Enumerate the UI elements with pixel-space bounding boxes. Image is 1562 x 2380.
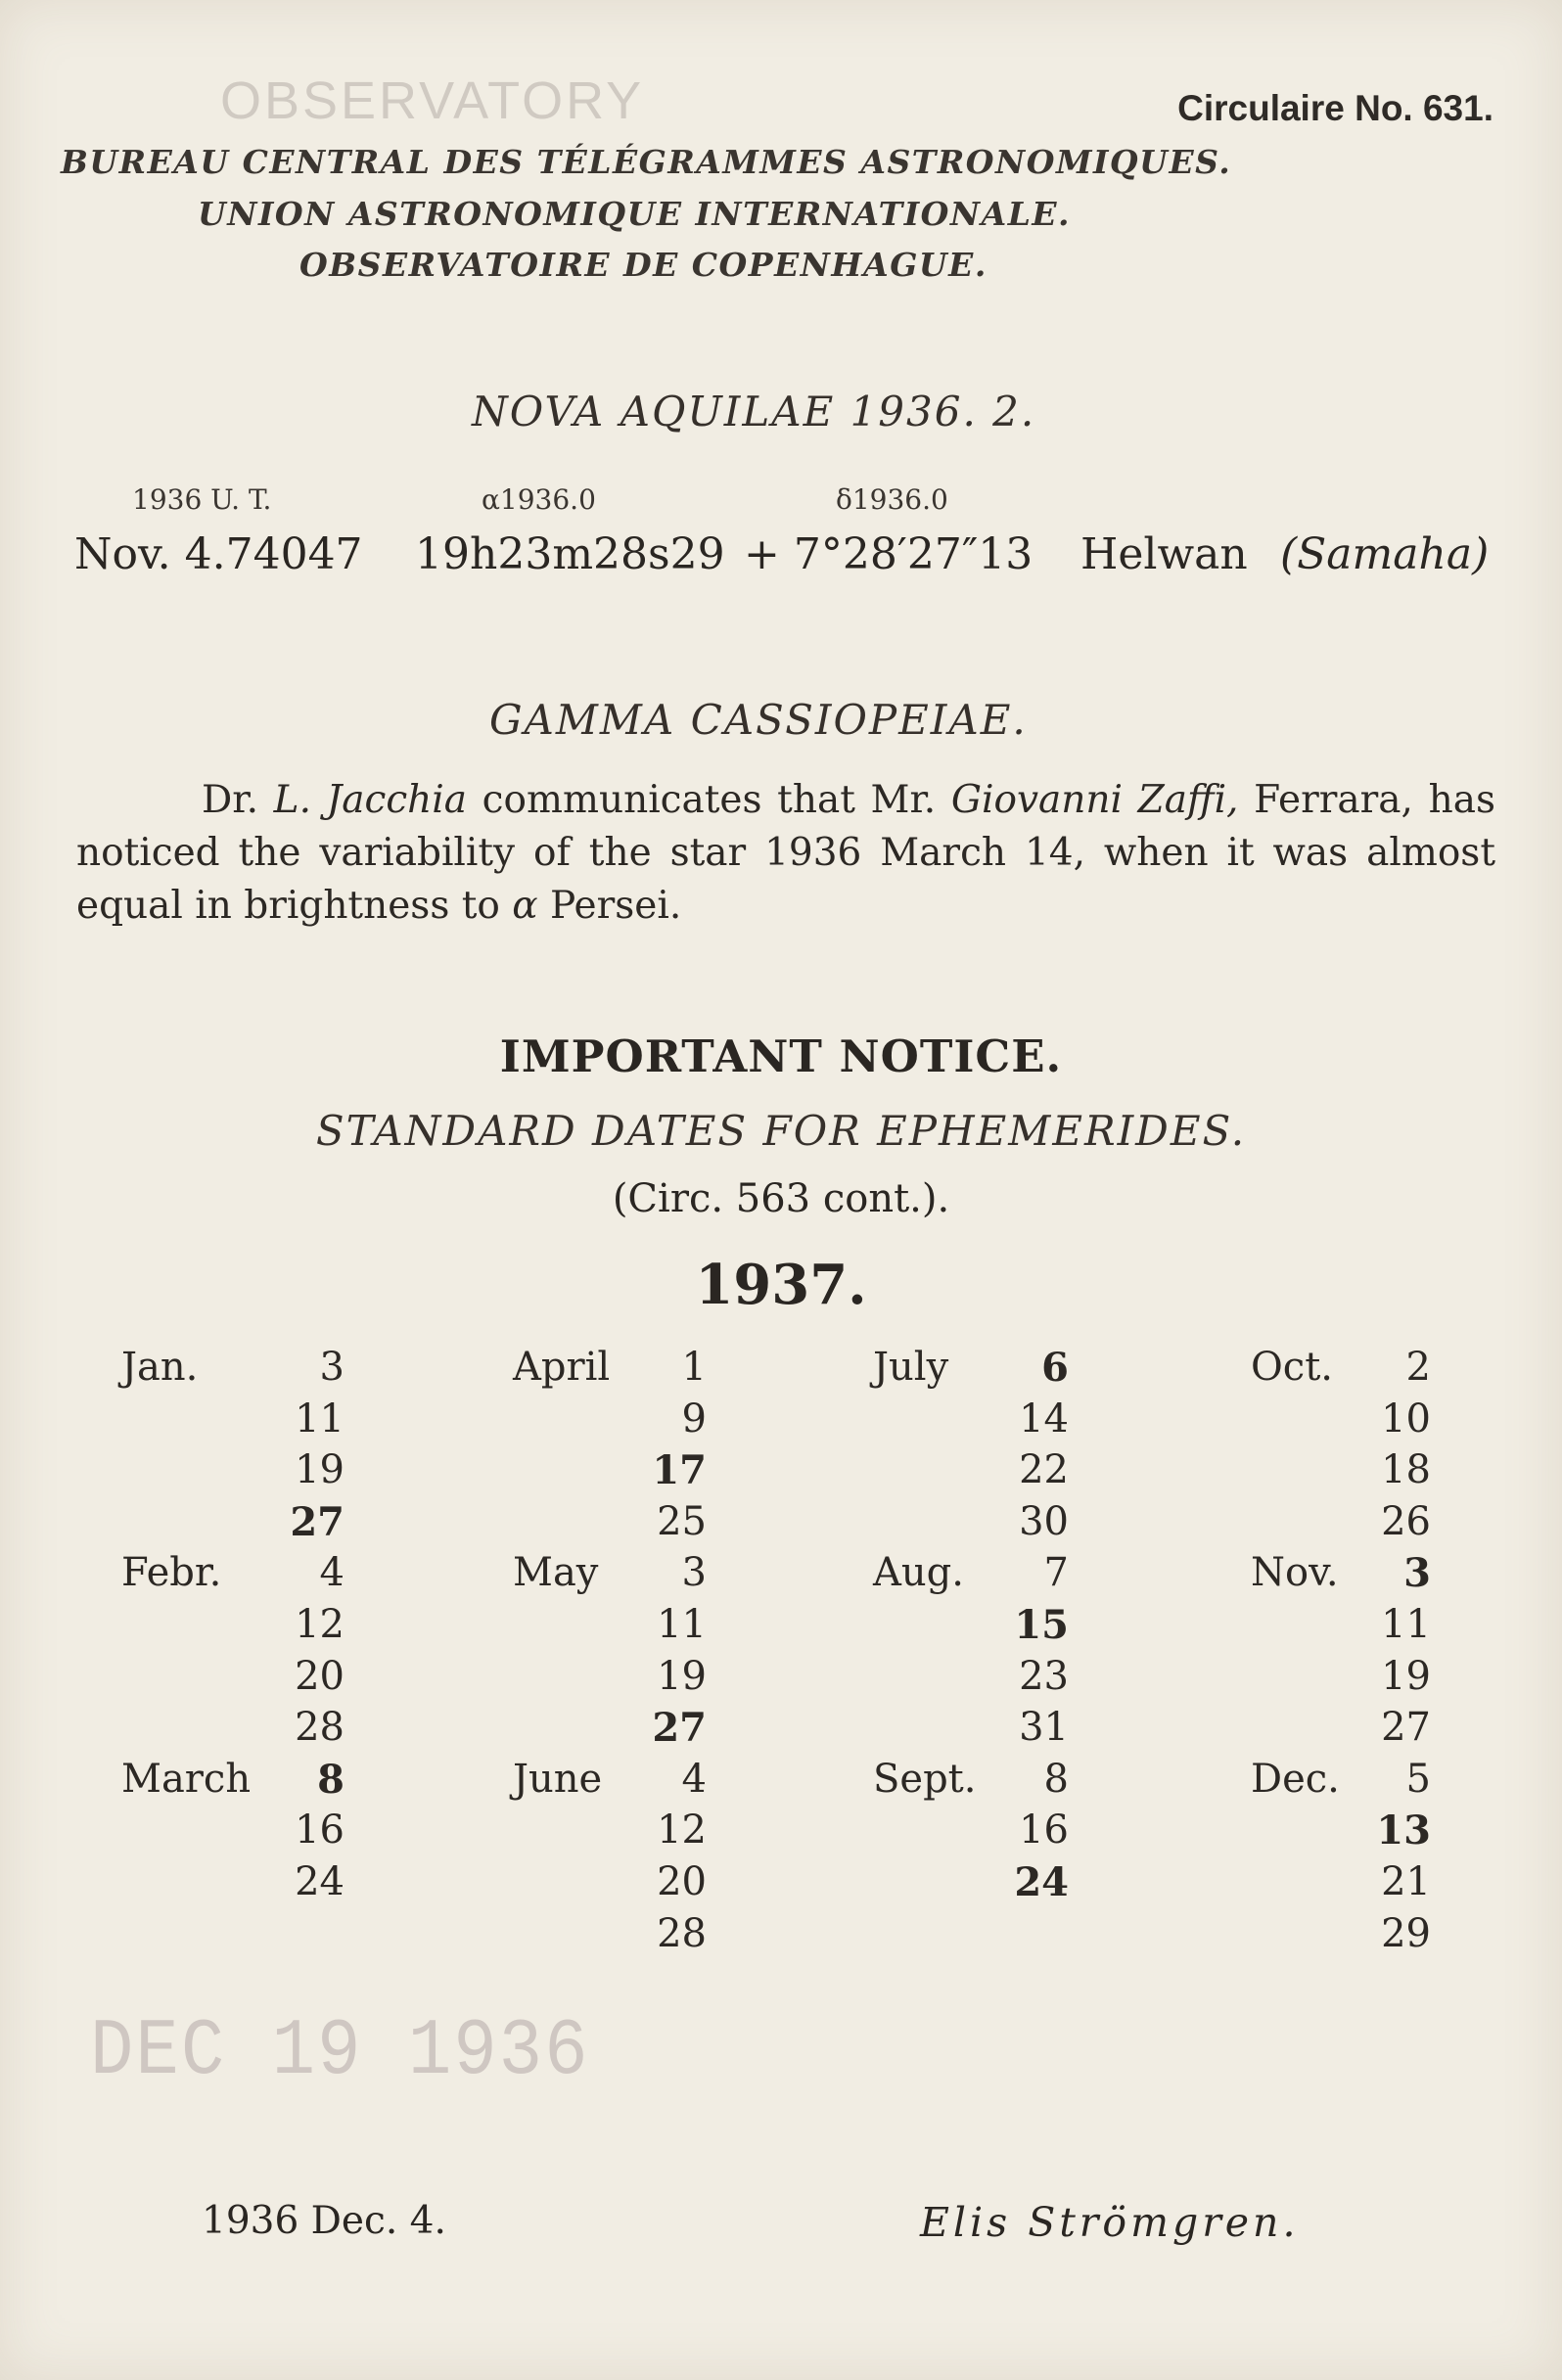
calendar-day: 27 (1381, 1705, 1431, 1751)
calendar-day: 30 (1019, 1498, 1069, 1544)
calendar-day: 12 (295, 1602, 345, 1647)
calendar-day: 24 (295, 1859, 345, 1904)
obs-declination: + 7°28′27″13 (744, 529, 1034, 579)
calendar-day: 7 (1043, 1550, 1069, 1596)
calendar-month-label: April (513, 1345, 611, 1390)
calendar-day: 25 (657, 1498, 707, 1544)
gamma-title: GAMMA CASSIOPEIAE. (489, 696, 1028, 744)
bureau-line-1: BUREAU CENTRAL DES TÉLÉGRAMMES ASTRONOMIQUES. (61, 143, 1232, 181)
calendar-day: 6 (1041, 1345, 1069, 1391)
col-header-delta: δ1936.0 (836, 483, 948, 516)
col-header-time: 1936 U. T. (132, 483, 272, 516)
calendar-day: 10 (1381, 1396, 1431, 1442)
calendar-day: 15 (1014, 1602, 1069, 1648)
calendar-day: 13 (1376, 1808, 1431, 1854)
received-date-stamp: DEC 19 1936 (90, 2006, 590, 2098)
calendar-day: 14 (1019, 1396, 1069, 1442)
gamma-paragraph: Dr. L. Jacchia communicates that Mr. Giovanni Zaffi, Ferrara, has noticed the variability of the star 1936 March 14, when it was almost equal in brightness to α Persei. (76, 778, 1495, 928)
calendar-day: 11 (1381, 1602, 1431, 1647)
signature: Elis Strömgren. (920, 2199, 1300, 2246)
calendar-month-label: June (513, 1756, 603, 1802)
calendar-month-label: March (121, 1756, 252, 1802)
calendar-day: 26 (1381, 1498, 1431, 1544)
calendar-day: 5 (1405, 1756, 1431, 1802)
calendar-day: 12 (657, 1808, 707, 1854)
circular-number: Circulaire No. 631. (1177, 88, 1493, 128)
calendar-year: 1937. (695, 1253, 867, 1317)
notice-reference: (Circ. 563 cont.). (612, 1176, 950, 1221)
calendar-month-label: Jan. (121, 1345, 199, 1390)
calendar-day: 28 (295, 1705, 345, 1751)
calendar-day: 4 (319, 1550, 345, 1596)
calendar-day: 22 (1019, 1447, 1069, 1493)
calendar-day: 9 (681, 1396, 707, 1442)
issue-date: 1936 Dec. 4. (202, 2199, 446, 2243)
calendar-month-label: Aug. (873, 1550, 964, 1596)
calendar-month-label: Nov. (1251, 1550, 1339, 1596)
calendar-day: 19 (657, 1653, 707, 1699)
nova-title: NOVA AQUILAE 1936. 2. (472, 388, 1036, 435)
calendar-day: 8 (317, 1756, 345, 1803)
calendar-day: 11 (295, 1396, 345, 1442)
calendar-day: 31 (1019, 1705, 1069, 1751)
calendar-day: 20 (295, 1653, 345, 1699)
calendar-month-label: Oct. (1251, 1345, 1333, 1390)
col-header-alpha: α1936.0 (482, 483, 596, 516)
calendar-day: 17 (652, 1447, 707, 1494)
calendar-day: 3 (319, 1345, 345, 1390)
notice-title: IMPORTANT NOTICE. (499, 1030, 1063, 1082)
calendar-day: 20 (657, 1859, 707, 1904)
calendar-day: 3 (681, 1550, 707, 1596)
obs-right-ascension: 19h23m28s29 (415, 529, 725, 579)
calendar-day: 3 (1403, 1550, 1431, 1597)
calendar-day: 16 (1019, 1808, 1069, 1854)
calendar-day: 27 (652, 1705, 707, 1752)
calendar-day: 21 (1381, 1859, 1431, 1904)
calendar-day: 29 (1381, 1910, 1431, 1956)
calendar-month-label: Febr. (121, 1550, 222, 1596)
calendar-month-label: Sept. (873, 1756, 977, 1802)
calendar-month-label: July (873, 1345, 949, 1390)
calendar-day: 4 (681, 1756, 707, 1802)
bureau-line-3: OBSERVATOIRE DE COPENHAGUE. (299, 246, 988, 284)
calendar-day: 18 (1381, 1447, 1431, 1493)
calendar-day: 11 (657, 1602, 707, 1647)
observatory-stamp: OBSERVATORY (220, 71, 645, 130)
calendar-day: 23 (1019, 1653, 1069, 1699)
calendar-day: 2 (1405, 1345, 1431, 1390)
obs-date: Nov. 4.74047 (74, 529, 363, 579)
calendar-day: 8 (1043, 1756, 1069, 1802)
calendar-day: 16 (295, 1808, 345, 1854)
obs-station: Helwan (1080, 529, 1248, 579)
calendar-day: 19 (1381, 1653, 1431, 1699)
obs-observer: (Samaha) (1280, 529, 1490, 579)
calendar-day: 19 (295, 1447, 345, 1493)
calendar-day: 1 (681, 1345, 707, 1390)
calendar-day: 24 (1014, 1859, 1069, 1905)
calendar-month-label: May (513, 1550, 599, 1596)
calendar-day: 28 (657, 1910, 707, 1956)
calendar-day: 27 (290, 1498, 345, 1545)
calendar-month-label: Dec. (1251, 1756, 1340, 1802)
notice-subtitle: STANDARD DATES FOR EPHEMERIDES. (315, 1107, 1247, 1155)
bureau-line-2: UNION ASTRONOMIQUE INTERNATIONALE. (198, 195, 1072, 233)
